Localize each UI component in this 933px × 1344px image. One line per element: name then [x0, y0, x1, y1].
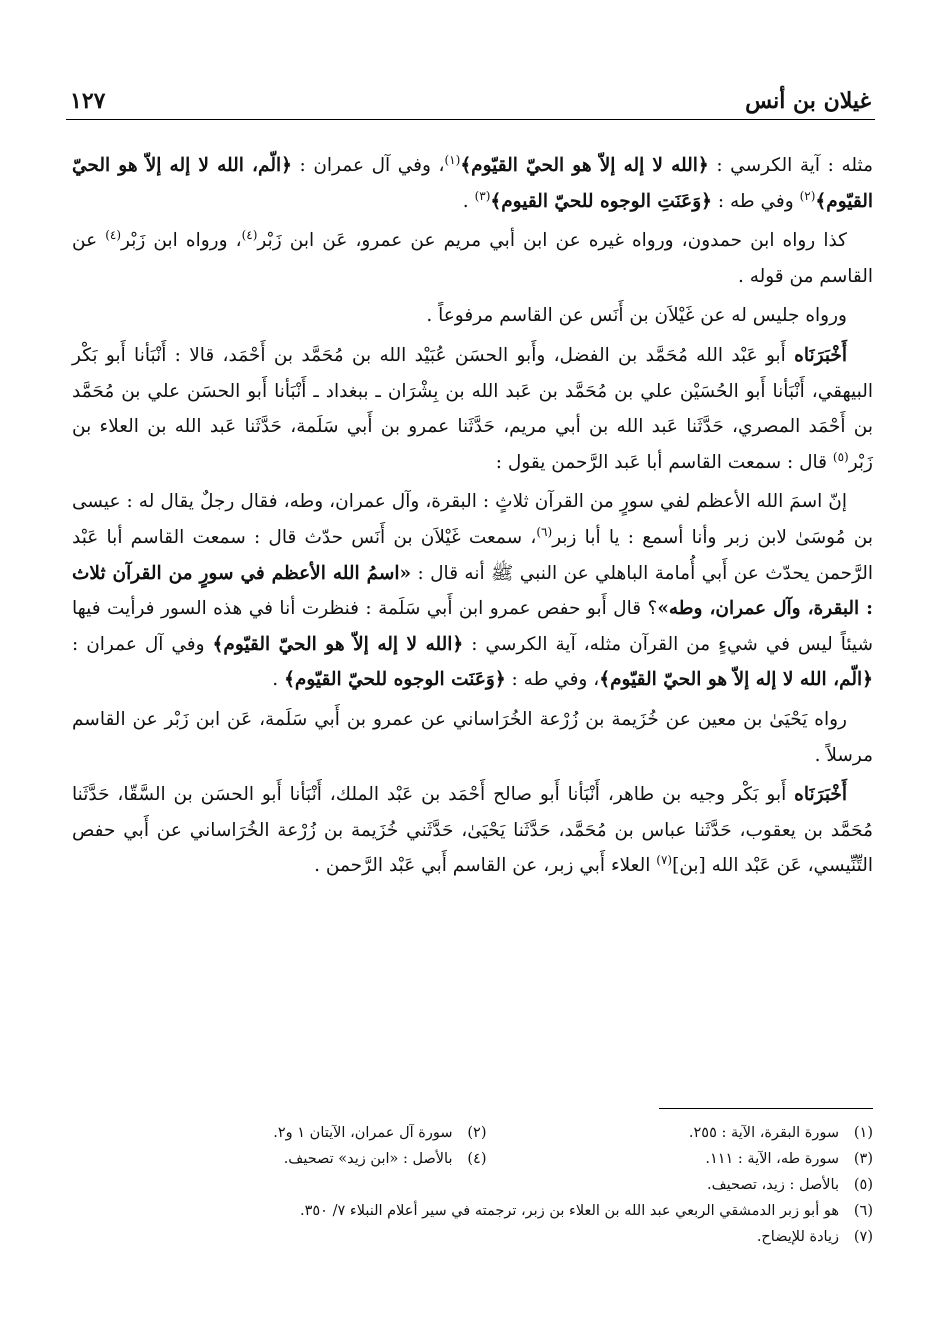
footnote-text: سورة آل عمران، الآيتان ١ و٢.: [273, 1125, 453, 1141]
footnote-number: (٧): [853, 1229, 873, 1245]
footnote-text: هو أبو زبر الدمشقي الربعي عبد الله بن العلاء بن زبر، ترجمته في سير أعلام النبلاء ٧/ ٣٥٠.: [300, 1203, 839, 1219]
footnote-text: زيادة للإيضاح.: [756, 1229, 839, 1245]
text-run: ، وفي طه :: [505, 669, 600, 691]
text-run: إنّ اسمَ الله الأعظم لفي سورٍ من القرآن ثلاثٍ : البقرة، وآل عمران، وطه، فقال رجلٌ يقال له : عيسى بن مُوسَىٰ لابن زبر وأنا أسمع : يا أبا زبر: [72, 491, 873, 548]
footnotes: [100, 1120, 873, 1250]
footnote-marker: (٤): [105, 228, 122, 243]
page-number: ١٢٧: [70, 88, 106, 114]
paragraph: [72, 148, 873, 219]
footnote-row: [100, 1146, 873, 1172]
footnote-marker: (٥): [832, 449, 849, 464]
text-run: كذا رواه ابن حمدون، ورواه غيره عن ابن أبي مريم عن عمرو، عَن ابن زَبْر: [257, 230, 847, 252]
text-run: رواه يَحْيَىٰ بن معين عن خُزَيمة بن زُرْعة الخُرَاساني عن عمرو بن أَبي سَلَمة، عَن ابن زَبْر عن القاسم مرسلاً .: [72, 708, 873, 766]
paragraph: [72, 298, 873, 334]
text-run: أَبو بَكْر وجيه بن طاهر، أَنْبَأنا أَبو صالح أَحْمَد بن عَبْد الملك، أَنْبَأنا أَبو الحسَن بن السَّقّا، حَدَّثَنا مُحَمَّد بن يعقوب، حَدَّثَنا عباس بن مُحَمَّد، حَدَّثَنا يَحْيَىٰ، حَدَّثَني خُزَيمة بن زُرْعة الخُرَاساني عن أَبي حفص التِّنِّيسي، عَن عَبْد الله [بن]: [72, 784, 873, 877]
text-run: قال : سمعت القاسم أبا عَبد الرَّحمن يقول :: [495, 451, 833, 473]
footnote-number: (٦): [853, 1203, 873, 1219]
emphasized-text: ﴿الله لا إله إلاّ هو الحيّ القيّوم﴾: [212, 633, 464, 655]
footnote: [100, 1224, 873, 1250]
emphasized-text: أَخْبَرَنَاه: [794, 784, 847, 806]
paragraph: [72, 223, 873, 294]
emphasized-text: ﴿وَعَنَت الوجوه للحيّ القيّوم﴾: [284, 669, 506, 691]
footnote-number: (٤): [467, 1151, 487, 1167]
footnote-marker: (٣): [474, 188, 491, 203]
footnote: [487, 1146, 874, 1172]
text-run: وفي آل عمران :: [72, 633, 213, 655]
text-run: ، ورواه ابن زَبْر: [121, 230, 242, 252]
paragraph: [72, 338, 873, 480]
text-run: أَبو عَبْد الله مُحَمَّد بن الفضل، وأَبو الحسَن عُبَيْد الله بن مُحَمَّد بن أَحْمَد، قالا : أَنْبَأنا أَبو بَكْر البيهقي، أَنْبَأنا أَبو الحُسَيْن علي بن مُحَمَّد بن عَبد الله بن بِشْرَان ـ ببغداد ـ أَنْبَأنا أَبو الحسَن علي بن مُحَمَّد بن أَحْمَد المصري، حَدَّثَنا عَبد الله بن أبي مريم، حَدَّثَنا عمرو بن أَبي سَلَمة، حَدَّثَنا عَبد الله بن العلاء بن زَبْر: [72, 344, 873, 473]
paragraph: [72, 702, 873, 773]
header-rule: [66, 119, 875, 120]
running-title: غيلان بن أنس: [745, 88, 871, 114]
footnote-text: سورة البقرة، الآية : ٢٥٥.: [688, 1125, 839, 1141]
footnote-marker: (٢): [799, 188, 816, 203]
footnote-number: (١): [853, 1125, 873, 1141]
footnote-number: (٥): [853, 1177, 873, 1193]
text-run: .: [462, 190, 475, 212]
text-run: ؟ قال أَبو حفص عمرو ابن أَبي سَلَمة : فنظرت أنا في هذه السور فرأيت فيها شيئاً ليس في شيءٍ من القرآن مثله، آية الكرسي :: [72, 598, 874, 655]
text-run: العلاء أَبي زبر، عن القاسم أَبي عَبْد الرَّحمن .: [314, 855, 657, 877]
footnote-marker: (٧): [656, 853, 673, 868]
footnote-text: سورة طه، الآية : ١١١.: [705, 1151, 839, 1167]
paragraph: [72, 777, 873, 884]
footnote: [100, 1146, 487, 1172]
footnote: [487, 1120, 874, 1146]
footnote-text: بالأصل : «ابن زيد» تصحيف.: [283, 1151, 453, 1167]
text-run: ورواه جليس له عن غَيْلاَن بن أَنَس عن القاسم مرفوعاً .: [426, 305, 847, 327]
paragraph: [72, 484, 873, 698]
main-text: [72, 148, 873, 888]
emphasized-text: ﴿الّم، الله لا إله إلاّ هو الحيّ القيّوم﴾: [72, 155, 873, 212]
text-run: عن القاسم من قوله .: [72, 230, 873, 287]
emphasized-text: ﴿وَعَنَتِ الوجوه للحيّ القيوم﴾: [490, 190, 712, 212]
footnote-rule: [659, 1108, 873, 1109]
footnote-row: [100, 1120, 873, 1146]
footnote-text: بالأصل : زيد، تصحيف.: [706, 1177, 839, 1193]
text-run: وفي طه :: [711, 190, 800, 212]
footnote-marker: (٤): [241, 228, 258, 243]
page-header: [70, 88, 871, 116]
text-run: .: [272, 669, 285, 691]
footnote-marker: (١): [444, 152, 461, 167]
footnote: [100, 1172, 873, 1198]
emphasized-text: ﴿الله لا إله إلاّ هو الحيّ القيّوم﴾: [460, 155, 709, 176]
emphasized-text: ﴿الّم، الله لا إله إلاّ هو الحيّ القيّوم﴾: [599, 669, 873, 691]
emphasized-text: «اسمُ الله الأعظم في سورٍ من القرآن ثلاث : البقرة، وآل عمران، وطه»: [72, 562, 873, 620]
text-run: ، سمعت غَيْلاَن بن أَنَس حدّث قال : سمعت القاسم أبا عَبْد الرَّحمن يحدّث عن أَبي أُمامة الباهلي عن النبي ﷺ أنه قال :: [72, 526, 873, 584]
footnote-marker: (٦): [536, 524, 553, 539]
text-run: مثله : آية الكرسي :: [708, 155, 873, 176]
emphasized-text: أَخْبَرَنَاه: [794, 344, 847, 366]
footnote-number: (٢): [467, 1125, 487, 1141]
footnote: [100, 1198, 873, 1224]
text-run: ، وفي آل عمران :: [291, 155, 445, 176]
footnote-number: (٣): [853, 1151, 873, 1167]
footnote: [100, 1120, 487, 1146]
